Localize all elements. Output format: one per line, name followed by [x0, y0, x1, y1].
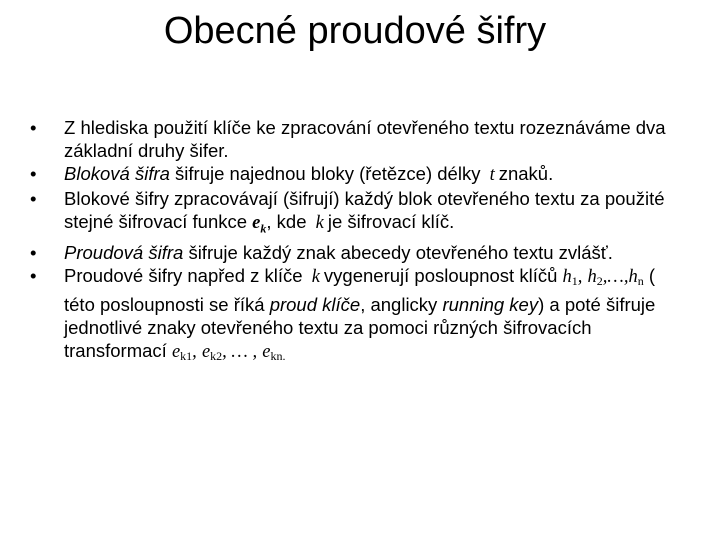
seq-sep: , — [577, 266, 583, 287]
paren-text-after: ) a poté šifruje jednotlivé znaky otevřeného textu za pomoci různých šifrovacích transformací — [64, 293, 656, 361]
transform-e2-sub: k2 — [210, 348, 223, 363]
bullet-list — [30, 116, 690, 368]
paren-text: ( této posloupnosti se říká — [64, 264, 656, 315]
bullet-text: Blokové šifry zpracovávají (šifrují) každý blok otevřeného textu za použité stejné šifrovací funkce — [64, 188, 665, 232]
seq-hn: h — [628, 266, 638, 287]
transform-sep: , — [192, 341, 197, 362]
func-e: e — [252, 213, 261, 233]
slide-title: Obecné proudové šifry — [163, 10, 547, 52]
term-running-key: running key — [442, 293, 539, 315]
seq-h2-sub: 2 — [596, 273, 603, 288]
seq-hn-sub: n — [637, 273, 644, 288]
transform-e1-sub: k1 — [180, 348, 193, 363]
bullet-marker: • — [30, 163, 37, 184]
func-sub-k: k — [260, 221, 267, 236]
bullet-item-4 — [30, 241, 690, 264]
bullet-item-3 — [30, 187, 690, 241]
bullet-item-5 — [30, 264, 690, 368]
bullet-item-2 — [30, 162, 690, 187]
seq-dots: ,…, — [602, 266, 629, 287]
bullet-marker: • — [30, 117, 37, 138]
paren-text-middle: , anglicky — [360, 293, 438, 315]
term-stream-cipher: Proudová šifra — [64, 241, 184, 263]
bullet-text: Proudové šifry napřed z klíče — [64, 264, 303, 286]
transform-e1: e — [171, 341, 181, 362]
bullet-text-middle: , kde — [266, 211, 307, 232]
transform-sep: , … , — [222, 341, 258, 362]
bullet-text-middle: vygenerují posloupnost klíčů — [323, 264, 558, 286]
bullet-text: Z hlediska použití klíče ke zpracování otevřeného textu rozeznáváme dva základní druhy šifer. — [64, 117, 666, 161]
transform-en-sub: kn — [270, 348, 283, 363]
bullet-text: šifruje každý znak abecedy otevřeného textu zvlášť. — [188, 241, 613, 263]
transform-e2: e — [201, 341, 211, 362]
bullet-marker: • — [30, 264, 37, 286]
end-period: . — [282, 348, 286, 363]
term-block-cipher: Bloková šifra — [64, 163, 170, 184]
bullet-text: šifruje najednou bloky (řetězce) délky — [175, 163, 481, 184]
seq-h1-sub: 1 — [571, 273, 578, 288]
term-key-stream: proud klíče — [269, 293, 361, 315]
var-t: t — [489, 165, 495, 185]
var-k: k — [315, 213, 324, 233]
seq-h1: h — [562, 266, 572, 287]
bullet-item-1 — [30, 116, 690, 162]
bullet-marker: • — [30, 241, 37, 263]
bullet-text-end: je šifrovací klíč. — [327, 211, 455, 232]
bullet-text-end: znaků. — [498, 163, 554, 184]
var-k: k — [311, 266, 320, 287]
seq-h2: h — [587, 266, 597, 287]
transform-en: e — [262, 341, 271, 362]
bullet-marker: • — [30, 188, 37, 209]
